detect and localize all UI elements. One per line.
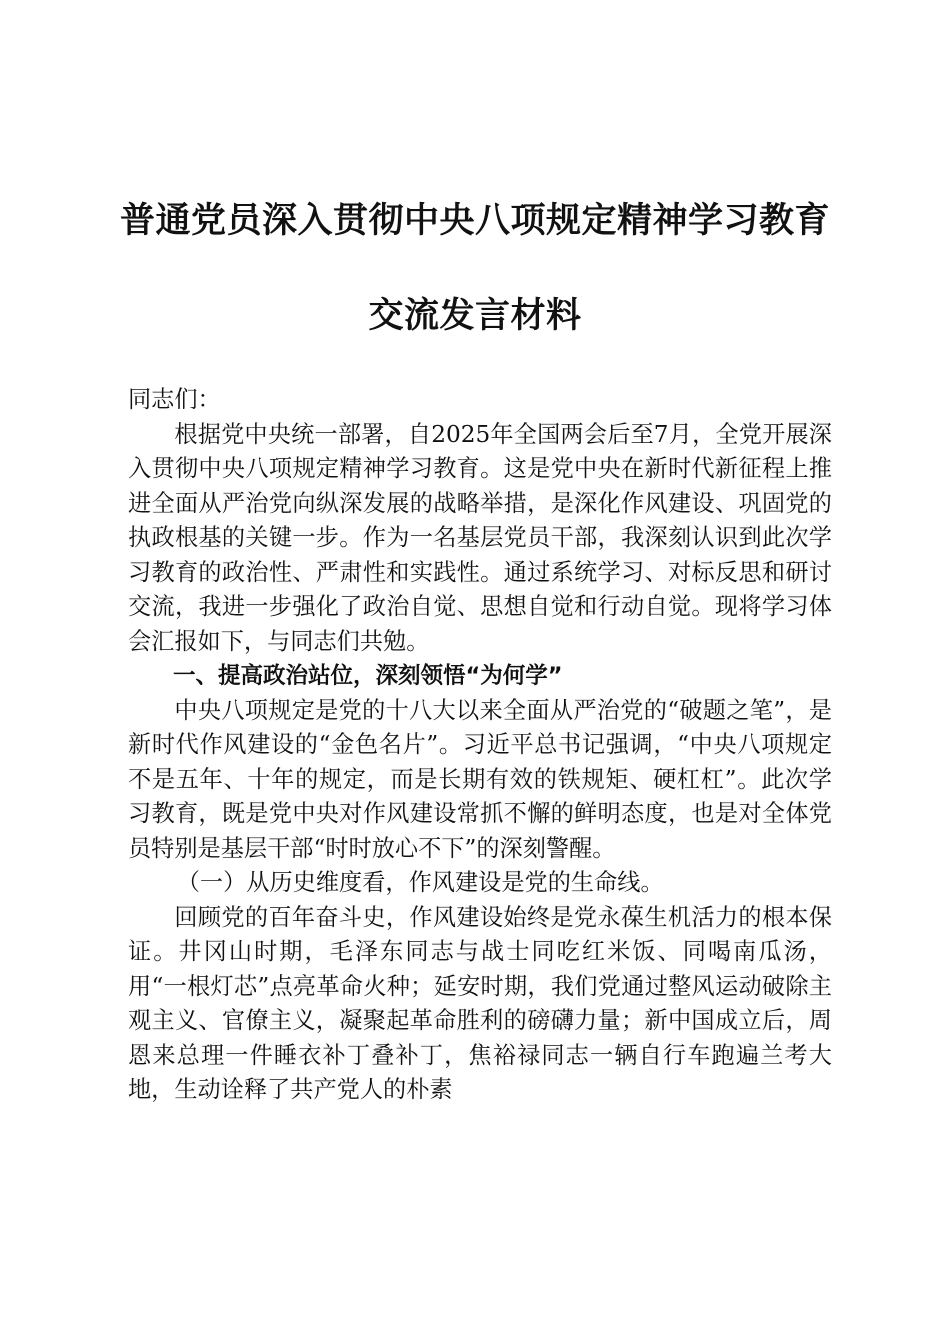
subsection-heading-1: （一）从历史维度看，作风建设是党的生命线。: [176, 869, 664, 896]
section-1-paragraph: 中央八项规定是党的十八大以来全面从严治党的“破题之笔”，是新时代作风建设的“金色名片”。习近平总书记强调，“中央八项规定不是五年、十年的规定，而是长期有效的铁规矩、硬杠杠”。此次学习教育，既是党中央对作风建设常抓不懈的鲜明态度，也是对全体党员特别是基层干部“时时放心不下”的深刻警醒。: [128, 696, 832, 862]
salutation: 同志们：: [128, 386, 221, 413]
intro-paragraph: 根据党中央统一部署，自2025年全国两会后至7月，全党开展深入贯彻中央八项规定精神学习教育。这是党中央在新时代新征程上推进全面从严治党向纵深发展的战略举措，是深化作风建设、巩固党的执政根基的关键一步。作为一名基层党员干部，我深刻认识到此次学习教育的政治性、严肃性和实践性。通过系统学习、对标反思和研讨交流，我进一步强化了政治自觉、思想自觉和行动自觉。现将学习体会汇报如下，与同志们共勉。: [128, 420, 832, 655]
document-title-line-2: 交流发言材料: [368, 295, 582, 336]
document-title-line-1: 普通党员深入贯彻中央八项规定精神学习教育: [120, 200, 831, 241]
section-heading-1: 一、提高政治站位，深刻领悟“为何学”: [173, 663, 563, 689]
subsection-1-paragraph: 回顾党的百年奋斗史，作风建设始终是党永葆生机活力的根本保证。井冈山时期，毛泽东同志与战士同吃红米饭、同喝南瓜汤，用“一根灯芯”点亮革命火种；延安时期，我们党通过整风运动破除主观主义、官僚主义，凝聚起革命胜利的磅礴力量；新中国成立后，周恩来总理一件睡衣补丁叠补丁，焦裕禄同志一辆自行车跑遍兰考大地，生动诠释了共产党人的朴素: [128, 903, 832, 1103]
document-body: [128, 383, 832, 1108]
